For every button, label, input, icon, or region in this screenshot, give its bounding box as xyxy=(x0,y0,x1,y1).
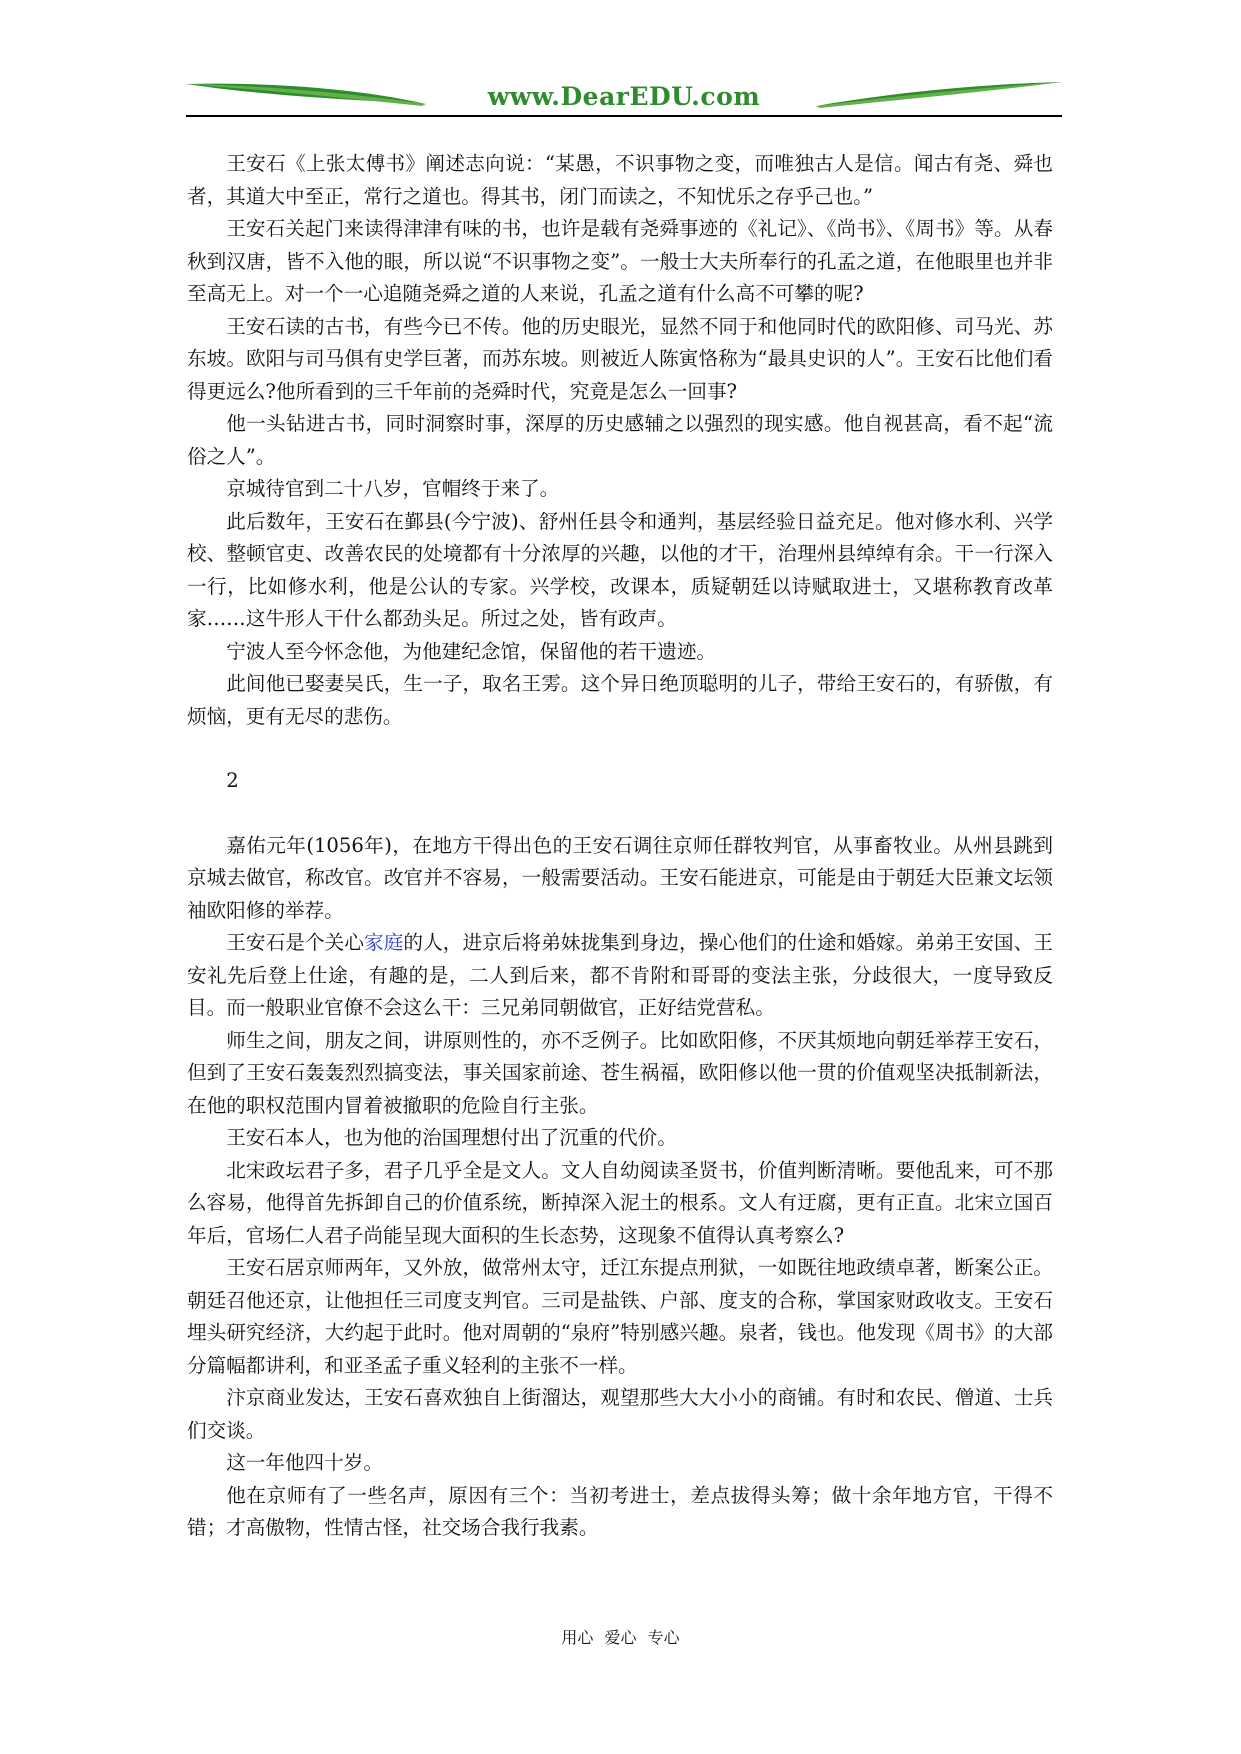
paragraph: 王安石居京师两年，又外放，做常州太守，迁江东提点刑狱，一如既往地政绩卓著，断案公正。朝廷召他还京，让他担任三司度支判官。三司是盐铁、户部、度支的合称，掌国家财政收支。王安石埋头研究经济，大约起于此时。他对周朝的“泉府”特别感兴趣。泉者，钱也。他发现《周书》的大部分篇幅都讲利，和亚圣孟子重义轻利的主张不一样。 xyxy=(187,1256,1053,1377)
text-segment: 的人，进京后将弟妹拢集到身边，操心他们的仕途和婚嫁。弟弟王安国、王安礼先后登上仕途，有趣的是，二人到后来，都不肯附和哥哥的变法主张，分歧很大，一度导致反目。而一般职业官僚不会这么干：三兄弟同朝做官，正好结党营私。 xyxy=(187,931,1054,1019)
paragraph: 北宋政坛君子多，君子几乎全是文人。文人自幼阅读圣贤书，价值判断清晰。要他乱来，可不那么容易，他得首先拆卸自己的价值系统，断掉深入泥土的根系。文人有迂腐，更有正直。北宋立国百年后，官场仁人君子尚能呈现大面积的生长态势，这现象不值得认真考察么? xyxy=(187,1158,1053,1247)
paragraph: 王安石本人，也为他的治国理想付出了沉重的代价。 xyxy=(226,1126,677,1149)
paragraph: 宁波人至今怀念他，为他建纪念馆，保留他的若干遗迹。 xyxy=(226,639,717,663)
page-header xyxy=(186,80,1062,120)
site-title: www.DearEDU.com xyxy=(487,82,761,111)
article-body xyxy=(187,148,1053,1545)
paragraph-with-link xyxy=(187,927,1053,1025)
paragraph: 王安石读的古书，有些今已不传。他的历史眼光，显然不同于和他同时代的欧阳修、司马光、苏东坡。欧阳与司马俱有史学巨著，而苏东坡。则被近人陈寅恪称为“最具史识的人”。王安石比他们看得更远么?他所看到的三千年前的尧舜时代，究竟是怎么一回事? xyxy=(187,314,1053,403)
paragraph: 他一头钻进古书，同时洞察时事，深厚的历史感辅之以强烈的现实感。他自视甚高，看不起“流俗之人”。 xyxy=(187,412,1053,468)
section-number: 2 xyxy=(226,769,239,792)
paragraph: 他在京师有了一些名声，原因有三个：当初考进士，差点拔得头筹；做十余年地方官，干得不错；才高傲物，性情古怪，社交场合我行我素。 xyxy=(187,1483,1053,1539)
header-rule xyxy=(186,115,1062,117)
paragraph: 汴京商业发达，王安石喜欢独自上街溜达，观望那些大大小小的商铺。有时和农民、僧道、士兵们交谈。 xyxy=(187,1386,1053,1442)
paragraph: 王安石《上张太傅书》阐述志向说：“某愚，不识事物之变，而唯独古人是信。闻古有尧、舜也者，其道大中至正，常行之道也。得其书，闭门而读之，不知忧乐之存乎己也。” xyxy=(187,152,1053,208)
page-footer: 用心 爱心 专心 xyxy=(561,1628,680,1647)
paragraph: 师生之间，朋友之间，讲原则性的，亦不乏例子。比如欧阳修，不厌其烦地向朝廷举荐王安石，但到了王安石轰轰烈烈搞变法，事关国家前途、苍生祸福，欧阳修以他一贯的价值观坚决抵制新法，在他的职权范围内冒着被撤职的危险自行主张。 xyxy=(187,1028,1053,1117)
text-segment: 王安石是个关心 xyxy=(226,931,365,954)
paragraph: 嘉佑元年(1056年)，在地方干得出色的王安石调往京师任群牧判官，从事畜牧业。从州县跳到京城去做官，称改官。改官并不容易，一般需要活动。王安石能进京，可能是由于朝廷大臣兼文坛领袖欧阳修的举荐。 xyxy=(187,833,1053,922)
paragraph: 此间他已娶妻吴氏，生一子，取名王雱。这个异日绝顶聪明的儿子，带给王安石的，有骄傲，有烦恼，更有无尽的悲伤。 xyxy=(187,672,1053,728)
paragraph: 此后数年，王安石在鄞县(今宁波)、舒州任县令和通判，基层经验日益充足。他对修水利、兴学校、整顿官吏、改善农民的处境都有十分浓厚的兴趣，以他的才干，治理州县绰绰有余。干一行深入一行，比如修水利，他是公认的专家。兴学校，改课本，质疑朝廷以诗赋取进士，又堪称教育改革家……这牛形人干什么都劲头足。所过之处，皆有政声。 xyxy=(187,509,1053,630)
paragraph: 这一年他四十岁。 xyxy=(226,1451,383,1474)
paragraph: 王安石关起门来读得津津有味的书，也许是载有尧舜事迹的《礼记》、《尚书》、《周书》等。从春秋到汉唐，皆不入他的眼，所以说“不识事物之变”。一般士大夫所奉行的孔孟之道，在他眼里也并非至高无上。对一个一心追随尧舜之道的人来说，孔孟之道有什么高不可攀的呢? xyxy=(187,217,1053,305)
family-link[interactable]: 家庭 xyxy=(364,931,404,954)
paragraph: 京城待官到二十八岁，官帽终于来了。 xyxy=(226,477,560,500)
